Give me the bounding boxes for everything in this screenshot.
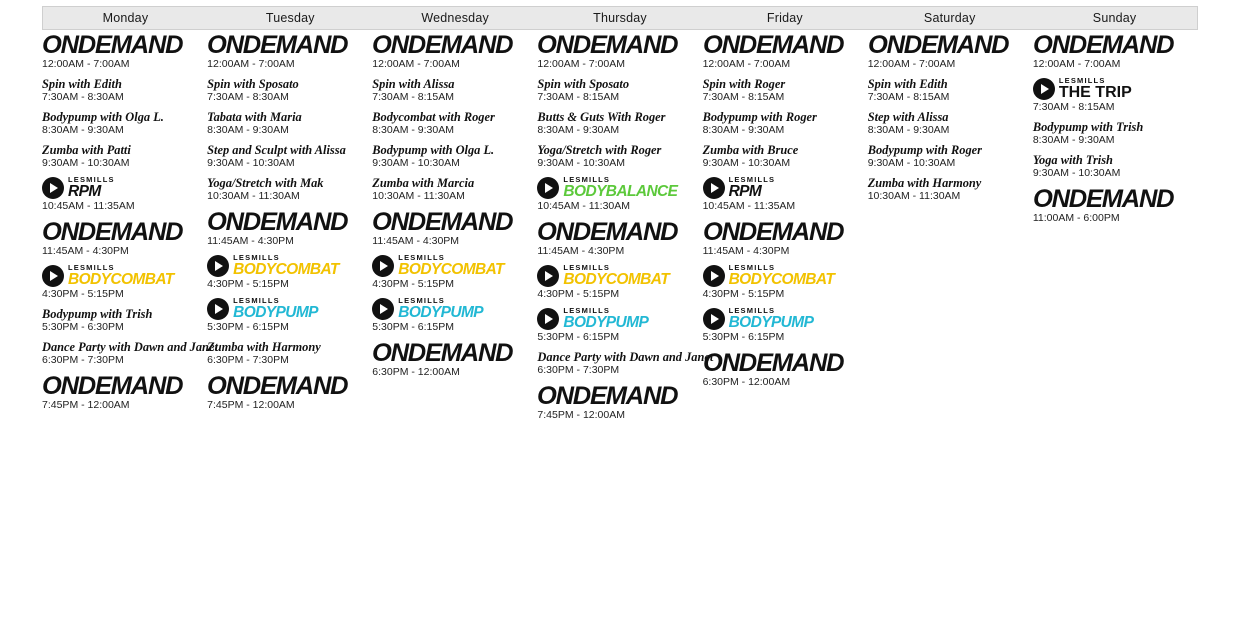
- lesmills-class-logo: [372, 297, 535, 320]
- play-icon[interactable]: [703, 265, 725, 287]
- brand-name-large: BODYCOMBAT: [563, 271, 670, 288]
- schedule-entry[interactable]: [42, 110, 205, 137]
- class-time: 9:30AM - 10:30AM: [702, 157, 791, 169]
- day-header-sunday: Sunday: [1092, 11, 1137, 25]
- brand-name-large: THE TRIP: [1058, 84, 1132, 101]
- lesmills-class-logo: [703, 307, 866, 330]
- lesmills-class-logo: [537, 176, 700, 199]
- schedule-entry[interactable]: [42, 219, 205, 258]
- schedule-entry[interactable]: [703, 264, 866, 301]
- class-time: 8:30AM - 9:30AM: [372, 124, 454, 136]
- schedule-entry[interactable]: [537, 264, 700, 301]
- class-time: 9:30AM - 10:30AM: [867, 157, 956, 169]
- class-title: Bodycombat with Roger: [372, 110, 495, 124]
- play-icon[interactable]: [537, 177, 559, 199]
- class-title: Bodypump with Roger: [702, 110, 817, 124]
- schedule-columns: [42, 32, 1198, 428]
- day-column-sunday: [1033, 32, 1198, 231]
- class-time: 6:30PM - 7:30PM: [207, 354, 289, 366]
- class-time: 12:00AM - 7:00AM: [372, 58, 460, 70]
- class-title: Bodypump with Trish: [1032, 120, 1144, 134]
- class-title: Yoga/Stretch with Roger: [537, 143, 662, 157]
- class-time: 10:45AM - 11:35AM: [42, 200, 135, 212]
- class-title: Spin with Sposato: [537, 77, 630, 91]
- brand-text: [563, 176, 677, 199]
- schedule-entry[interactable]: [537, 350, 714, 377]
- schedule-entry[interactable]: [207, 373, 370, 412]
- schedule-entry[interactable]: [42, 176, 205, 213]
- schedule-entry[interactable]: [372, 209, 535, 248]
- class-time: 9:30AM - 10:30AM: [207, 157, 295, 169]
- brand-text: [68, 264, 174, 287]
- ondemand-wordmark: ONDEMAND: [372, 208, 513, 236]
- schedule-entry[interactable]: [207, 297, 370, 334]
- class-time: 10:30AM - 11:30AM: [207, 190, 300, 202]
- schedule-entry[interactable]: [703, 307, 866, 344]
- class-time: 4:30PM - 5:15PM: [42, 288, 124, 300]
- lesmills-class-logo: [703, 176, 866, 199]
- schedule-entry[interactable]: [372, 340, 535, 379]
- class-time: 8:30AM - 9:30AM: [1032, 134, 1115, 146]
- class-title: Bodypump with Olga L.: [42, 110, 164, 124]
- schedule-entry[interactable]: [372, 176, 535, 203]
- class-time: 8:30AM - 9:30AM: [867, 124, 950, 136]
- day-header-row: [42, 6, 1198, 30]
- class-title: Bodypump with Roger: [867, 143, 982, 157]
- schedule-entry[interactable]: [537, 176, 700, 213]
- class-time: 5:30PM - 6:30PM: [42, 321, 124, 333]
- class-time: 5:30PM - 6:15PM: [207, 321, 289, 333]
- brand-name-small: LESMILLS: [728, 306, 776, 315]
- brand-name-large: RPM: [728, 183, 762, 200]
- schedule-entry[interactable]: [703, 219, 866, 258]
- schedule-entry[interactable]: [703, 110, 866, 137]
- ondemand-wordmark: ONDEMAND: [537, 382, 678, 410]
- class-time: 4:30PM - 5:15PM: [372, 278, 454, 290]
- brand-name-large: BODYPUMP: [728, 314, 814, 331]
- brand-name-small: LESMILLS: [1058, 76, 1106, 85]
- class-time: 7:30AM - 8:15AM: [537, 91, 620, 103]
- class-time: 10:45AM - 11:30AM: [537, 200, 631, 212]
- schedule-entry[interactable]: [207, 254, 370, 291]
- class-time: 10:30AM - 11:30AM: [372, 190, 465, 202]
- brand-name-small: LESMILLS: [68, 263, 115, 272]
- schedule-entry[interactable]: [42, 340, 218, 367]
- brand-text: [563, 307, 648, 330]
- ondemand-wordmark: ONDEMAND: [207, 31, 348, 59]
- day-header-saturday: Saturday: [923, 11, 976, 25]
- class-title: Spin with Edith: [42, 77, 122, 91]
- class-time: 4:30PM - 5:15PM: [537, 288, 620, 300]
- class-time: 8:30AM - 9:30AM: [702, 124, 785, 136]
- class-time: 11:45AM - 4:30PM: [207, 235, 294, 247]
- play-icon[interactable]: [42, 265, 64, 287]
- class-time: 12:00AM - 7:00AM: [207, 58, 295, 70]
- schedule-entry[interactable]: [1033, 77, 1196, 114]
- class-time: 7:30AM - 8:15AM: [867, 91, 950, 103]
- day-header-monday: Monday: [102, 11, 149, 25]
- schedule-entry[interactable]: [372, 77, 535, 104]
- day-header-friday: Friday: [766, 11, 803, 25]
- brand-name-small: LESMILLS: [728, 263, 776, 272]
- schedule-entry[interactable]: [868, 77, 1031, 104]
- class-title: Zumba with Patti: [42, 143, 131, 157]
- brand-name-large: BODYCOMBAT: [233, 261, 339, 278]
- day-header-tuesday: Tuesday: [265, 11, 315, 25]
- brand-name-small: LESMILLS: [233, 253, 280, 262]
- ondemand-wordmark: ONDEMAND: [702, 218, 843, 246]
- ondemand-wordmark: ONDEMAND: [702, 31, 843, 59]
- day-column-tuesday: [207, 32, 372, 418]
- brand-name-large: BODYPUMP: [398, 304, 484, 321]
- schedule-entry[interactable]: [207, 209, 370, 248]
- schedule-entry[interactable]: [537, 110, 700, 137]
- brand-name-large: RPM: [68, 183, 101, 200]
- schedule-entry[interactable]: [1033, 186, 1196, 225]
- schedule-entry[interactable]: [207, 32, 370, 71]
- brand-name-large: BODYCOMBAT: [728, 271, 835, 288]
- schedule-entry[interactable]: [372, 32, 535, 71]
- ondemand-wordmark: ONDEMAND: [372, 339, 513, 367]
- class-time: 7:30AM - 8:15AM: [1032, 101, 1115, 113]
- lesmills-class-logo: [42, 176, 205, 199]
- lesmills-class-logo: [1033, 77, 1196, 100]
- schedule-entry[interactable]: [372, 254, 535, 291]
- lesmills-class-logo: [207, 254, 370, 277]
- day-column-monday: [42, 31, 218, 418]
- class-time: 5:30PM - 6:15PM: [702, 331, 785, 343]
- brand-name-large: BODYCOMBAT: [398, 261, 504, 278]
- brand-name-small: LESMILLS: [68, 175, 115, 184]
- lesmills-class-logo: [703, 264, 866, 287]
- class-time: 9:30AM - 10:30AM: [537, 157, 625, 169]
- schedule-entry[interactable]: [207, 110, 370, 137]
- schedule-entry[interactable]: [703, 350, 866, 389]
- class-time: 12:00AM - 7:00AM: [1032, 58, 1121, 70]
- class-time: 8:30AM - 9:30AM: [42, 124, 124, 136]
- class-time: 9:30AM - 10:30AM: [1032, 167, 1121, 179]
- class-title: Bodypump with Olga L.: [372, 143, 495, 157]
- play-icon[interactable]: [537, 265, 559, 287]
- brand-name-large: BODYBALANCE: [563, 183, 678, 200]
- brand-text: [1059, 77, 1132, 100]
- schedule-entry[interactable]: [42, 143, 205, 170]
- brand-text: [729, 307, 814, 330]
- day-column-thursday: [537, 31, 714, 428]
- ondemand-wordmark: ONDEMAND: [702, 349, 843, 377]
- class-title: Zumba with Marcia: [372, 176, 475, 190]
- schedule-entry[interactable]: [537, 77, 700, 104]
- schedule-entry[interactable]: [703, 32, 866, 71]
- ondemand-wordmark: ONDEMAND: [1032, 185, 1174, 213]
- class-time: 11:45AM - 4:30PM: [702, 245, 790, 257]
- class-time: 11:00AM - 6:00PM: [1032, 212, 1120, 224]
- schedule-entry[interactable]: [1033, 120, 1196, 147]
- class-time: 4:30PM - 5:15PM: [207, 278, 289, 290]
- day-column-saturday: [868, 32, 1033, 209]
- ondemand-wordmark: ONDEMAND: [867, 31, 1009, 59]
- schedule-entry[interactable]: [537, 32, 700, 71]
- class-title: Tabata with Maria: [207, 110, 302, 124]
- class-time: 6:30PM - 7:30PM: [537, 364, 620, 376]
- class-time: 8:30AM - 9:30AM: [207, 124, 289, 136]
- brand-name-small: LESMILLS: [233, 296, 280, 305]
- schedule-entry[interactable]: [372, 297, 535, 334]
- ondemand-wordmark: ONDEMAND: [372, 31, 513, 59]
- play-icon[interactable]: [42, 177, 64, 199]
- ondemand-wordmark: ONDEMAND: [42, 31, 183, 59]
- class-title: Zumba with Harmony: [207, 340, 321, 354]
- class-title: Spin with Alissa: [372, 77, 455, 91]
- schedule-entry[interactable]: [207, 77, 370, 104]
- class-time: 5:30PM - 6:15PM: [537, 331, 620, 343]
- lesmills-class-logo: [372, 254, 535, 277]
- class-time: 12:00AM - 7:00AM: [42, 58, 130, 70]
- schedule-entry[interactable]: [703, 77, 866, 104]
- class-title: Spin with Sposato: [207, 77, 299, 91]
- brand-text: [398, 254, 504, 277]
- class-time: 6:30PM - 12:00AM: [372, 366, 460, 378]
- schedule-entry[interactable]: [42, 307, 205, 334]
- class-time: 9:30AM - 10:30AM: [372, 157, 460, 169]
- class-time: 6:30PM - 7:30PM: [42, 354, 124, 366]
- schedule-entry[interactable]: [868, 110, 1031, 137]
- brand-name-large: BODYPUMP: [563, 314, 649, 331]
- brand-name-large: BODYPUMP: [233, 304, 318, 321]
- day-column-friday: [703, 32, 868, 395]
- play-icon[interactable]: [207, 255, 229, 277]
- class-time: 12:00AM - 7:00AM: [537, 58, 625, 70]
- play-icon[interactable]: [207, 298, 229, 320]
- ondemand-wordmark: ONDEMAND: [1032, 31, 1174, 59]
- class-time: 12:00AM - 7:00AM: [867, 58, 956, 70]
- play-icon[interactable]: [703, 177, 725, 199]
- brand-name-small: LESMILLS: [728, 175, 776, 184]
- brand-text: [729, 176, 776, 199]
- weekly-class-schedule: [0, 6, 1240, 428]
- schedule-entry[interactable]: [1033, 32, 1196, 71]
- schedule-entry[interactable]: [207, 176, 370, 203]
- class-title: Bodypump with Trish: [42, 307, 153, 321]
- class-title: Butts & Guts With Roger: [537, 110, 666, 124]
- brand-name-small: LESMILLS: [398, 296, 445, 305]
- class-time: 7:30AM - 8:15AM: [372, 91, 454, 103]
- ondemand-wordmark: ONDEMAND: [207, 372, 348, 400]
- brand-name-small: LESMILLS: [398, 253, 445, 262]
- class-time: 11:45AM - 4:30PM: [537, 245, 625, 257]
- schedule-entry[interactable]: [868, 143, 1031, 170]
- brand-text: [563, 264, 669, 287]
- schedule-entry[interactable]: [703, 143, 866, 170]
- schedule-entry[interactable]: [537, 143, 700, 170]
- lesmills-class-logo: [207, 297, 370, 320]
- brand-name-small: LESMILLS: [563, 175, 611, 184]
- schedule-entry[interactable]: [207, 340, 370, 367]
- play-icon[interactable]: [1033, 78, 1055, 100]
- class-time: 9:30AM - 10:30AM: [42, 157, 130, 169]
- brand-name-small: LESMILLS: [563, 306, 611, 315]
- class-time: 5:30PM - 6:15PM: [372, 321, 454, 333]
- class-title: Zumba with Bruce: [702, 143, 799, 157]
- brand-text: [729, 264, 835, 287]
- schedule-entry[interactable]: [537, 383, 700, 422]
- class-time: 7:30AM - 8:15AM: [702, 91, 785, 103]
- lesmills-class-logo: [42, 264, 205, 287]
- play-icon[interactable]: [537, 308, 559, 330]
- class-title: Zumba with Harmony: [867, 176, 982, 190]
- schedule-entry[interactable]: [703, 176, 866, 213]
- class-time: 7:30AM - 8:30AM: [207, 91, 289, 103]
- brand-name-large: BODYCOMBAT: [68, 271, 174, 288]
- class-time: 7:45PM - 12:00AM: [537, 409, 625, 421]
- ondemand-wordmark: ONDEMAND: [42, 218, 183, 246]
- class-title: Spin with Roger: [702, 77, 786, 91]
- schedule-entry[interactable]: [42, 32, 205, 71]
- day-header-wednesday: Wednesday: [421, 11, 489, 25]
- schedule-entry[interactable]: [42, 264, 205, 301]
- class-time: 7:30AM - 8:30AM: [42, 91, 124, 103]
- play-icon[interactable]: [372, 255, 394, 277]
- class-title: Step with Alissa: [867, 110, 949, 124]
- play-icon[interactable]: [703, 308, 725, 330]
- schedule-entry[interactable]: [372, 143, 535, 170]
- schedule-entry[interactable]: [1033, 153, 1196, 180]
- schedule-entry[interactable]: [372, 110, 535, 137]
- lesmills-class-logo: [537, 264, 700, 287]
- class-title: Spin with Edith: [867, 77, 948, 91]
- class-time: 7:45PM - 12:00AM: [42, 399, 130, 411]
- class-time: 8:30AM - 9:30AM: [537, 124, 620, 136]
- class-time: 10:45AM - 11:35AM: [702, 200, 796, 212]
- brand-text: [68, 176, 115, 199]
- class-title: Dance Party with Dawn and Janet: [537, 350, 714, 364]
- schedule-entry[interactable]: [537, 307, 700, 344]
- class-title: Yoga/Stretch with Mak: [207, 176, 324, 190]
- ondemand-wordmark: ONDEMAND: [537, 31, 678, 59]
- class-title: Yoga with Trish: [1032, 153, 1113, 167]
- class-time: 11:45AM - 4:30PM: [42, 245, 129, 257]
- brand-text: [233, 254, 339, 277]
- class-time: 12:00AM - 7:00AM: [702, 58, 791, 70]
- class-time: 11:45AM - 4:30PM: [372, 235, 460, 247]
- schedule-entry[interactable]: [42, 77, 205, 104]
- schedule-entry[interactable]: [207, 143, 370, 170]
- schedule-entry[interactable]: [42, 373, 205, 412]
- class-time: 7:45PM - 12:00AM: [207, 399, 295, 411]
- schedule-entry[interactable]: [868, 176, 1031, 203]
- play-icon[interactable]: [372, 298, 394, 320]
- class-title: Step and Sculpt with Alissa: [207, 143, 346, 157]
- ondemand-wordmark: ONDEMAND: [207, 208, 348, 236]
- schedule-entry[interactable]: [868, 32, 1031, 71]
- brand-text: [398, 297, 483, 320]
- brand-name-small: LESMILLS: [563, 263, 611, 272]
- brand-text: [233, 297, 318, 320]
- lesmills-class-logo: [537, 307, 700, 330]
- ondemand-wordmark: ONDEMAND: [537, 218, 678, 246]
- class-time: 4:30PM - 5:15PM: [702, 288, 785, 300]
- class-title: Dance Party with Dawn and Janet: [42, 340, 218, 354]
- ondemand-wordmark: ONDEMAND: [42, 372, 183, 400]
- day-header-thursday: Thursday: [593, 11, 647, 25]
- class-time: 6:30PM - 12:00AM: [702, 376, 791, 388]
- schedule-entry[interactable]: [537, 219, 700, 258]
- class-time: 10:30AM - 11:30AM: [867, 190, 961, 202]
- day-column-wednesday: [372, 32, 537, 385]
